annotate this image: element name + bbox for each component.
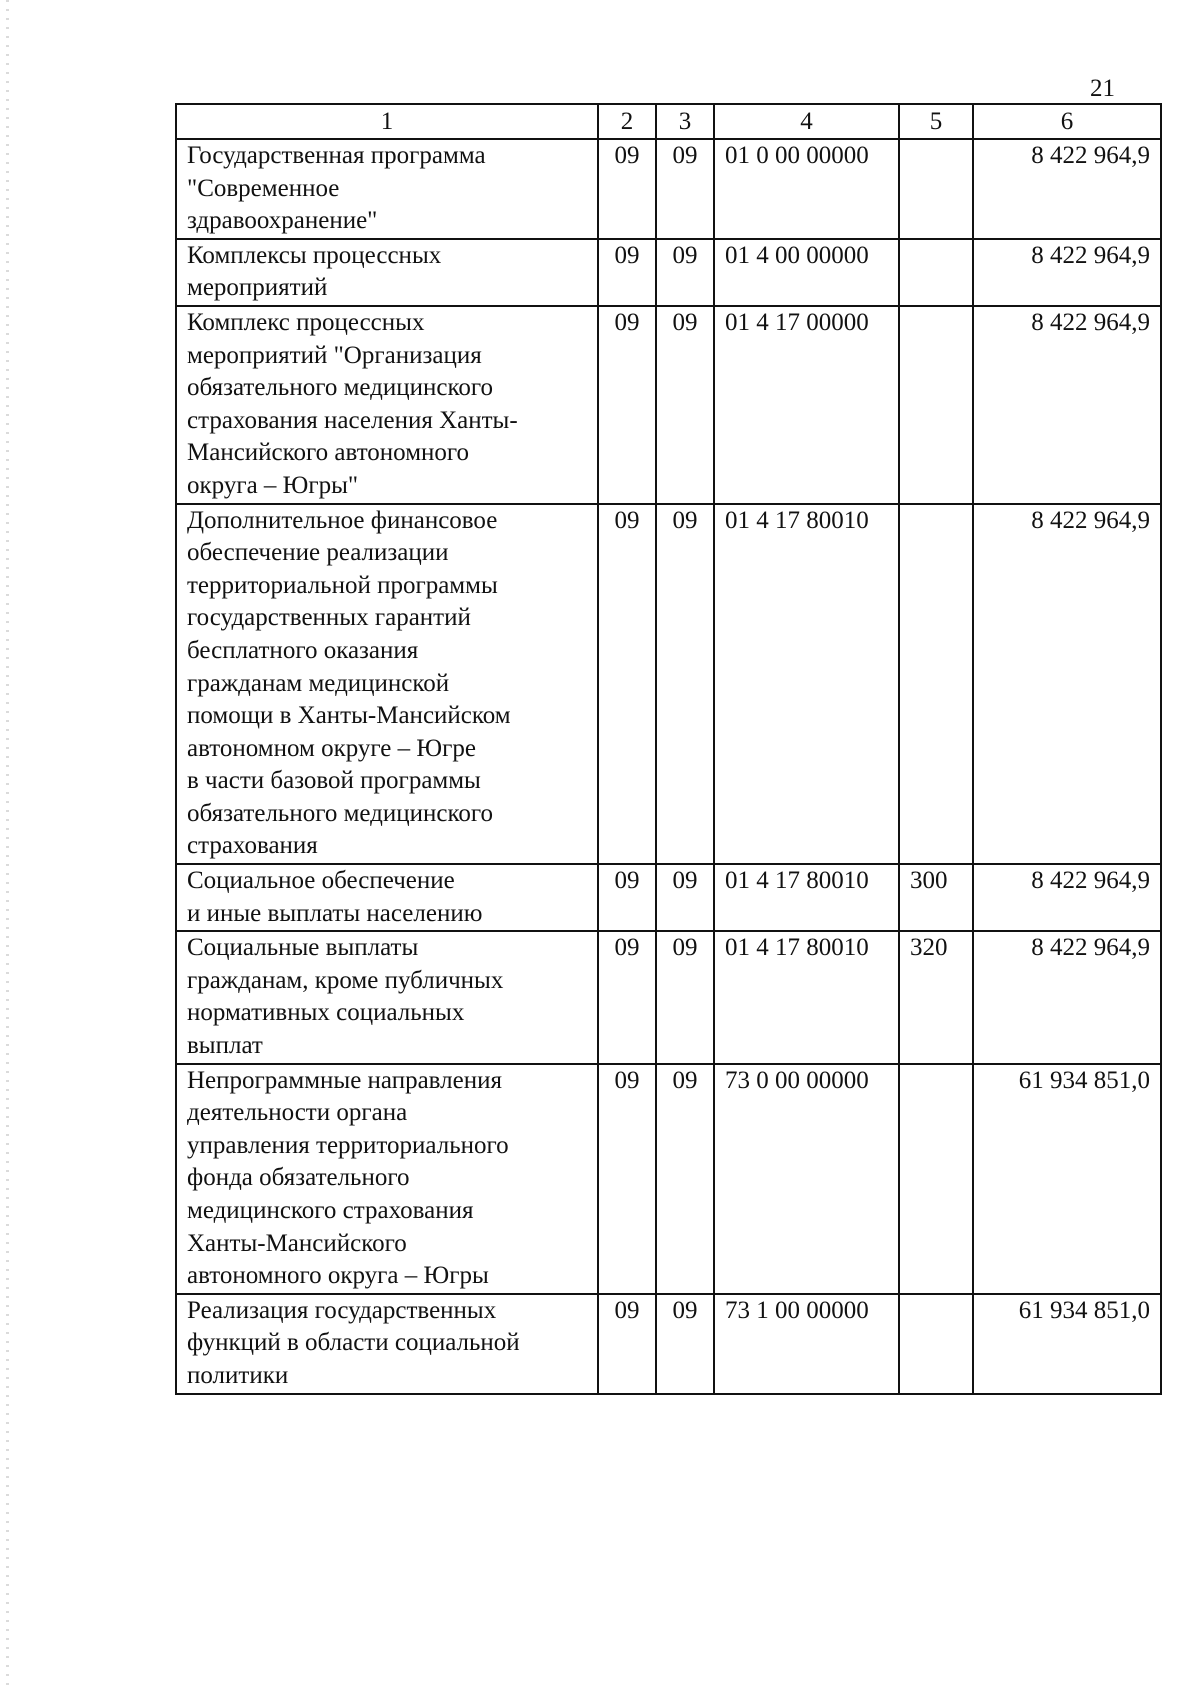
subsection-code-cell: 09 (656, 864, 714, 931)
expense-type-cell: 320 (899, 931, 973, 1063)
subsection-code-cell: 09 (656, 139, 714, 239)
row-name-line: Комплекс процессных (187, 308, 425, 336)
expense-type-cell (899, 1064, 973, 1294)
header-row (176, 104, 1161, 139)
row-name-line: страхования (187, 832, 318, 860)
page-number: 21 (1090, 75, 1115, 102)
row-name-line: мероприятий "Организация (187, 341, 482, 369)
amount-cell: 8 422 964,9 (973, 239, 1161, 306)
row-name-line: Комплексы процессных (187, 241, 442, 269)
subsection-code-cell: 09 (656, 931, 714, 1063)
row-name-line: фонда обязательного (187, 1164, 410, 1192)
row-name-line: функций в области социальной (187, 1329, 520, 1357)
subsection-code-cell: 09 (656, 1064, 714, 1294)
section-code-cell: 09 (598, 864, 656, 931)
row-name-line: мероприятий (187, 274, 328, 302)
subsection-code-cell: 09 (656, 504, 714, 865)
target-article-cell: 01 4 17 80010 (714, 504, 899, 865)
row-name-line: здравоохранение" (187, 207, 378, 235)
subsection-code-cell: 09 (656, 306, 714, 504)
row-name-line: выплат (187, 1032, 263, 1060)
expense-type-cell (899, 504, 973, 865)
amount-cell: 8 422 964,9 (973, 139, 1161, 239)
row-name-line: Социальное обеспечение (187, 867, 455, 895)
target-article-cell: 01 4 17 00000 (714, 306, 899, 504)
table-row (176, 239, 1161, 306)
amount-cell: 8 422 964,9 (973, 306, 1161, 504)
target-article-cell: 01 4 17 80010 (714, 931, 899, 1063)
header-col-1: 1 (176, 104, 598, 139)
expense-type-cell (899, 239, 973, 306)
expense-type-cell (899, 1294, 973, 1394)
target-article-cell: 01 0 00 00000 (714, 139, 899, 239)
section-code-cell: 09 (598, 1064, 656, 1294)
section-code-cell: 09 (598, 1294, 656, 1394)
row-name-line: помощи в Ханты-Мансийском (187, 702, 511, 730)
target-article-cell: 01 4 17 80010 (714, 864, 899, 931)
row-name-line: округа – Югры" (187, 471, 359, 499)
expense-type-cell (899, 306, 973, 504)
row-name-line: деятельности органа (187, 1099, 408, 1127)
row-name-line: Непрограммные направления (187, 1066, 502, 1094)
row-name-line: территориальной программы (187, 571, 498, 599)
amount-cell: 8 422 964,9 (973, 864, 1161, 931)
section-code-cell: 09 (598, 931, 656, 1063)
section-code-cell: 09 (598, 239, 656, 306)
expense-type-cell (899, 139, 973, 239)
expense-type-cell: 300 (899, 864, 973, 931)
subsection-code-cell: 09 (656, 1294, 714, 1394)
row-name-line: управления территориального (187, 1131, 509, 1159)
table-row (176, 931, 1161, 1063)
target-article-cell: 73 0 00 00000 (714, 1064, 899, 1294)
table-row (176, 306, 1161, 504)
header-col-3: 3 (656, 104, 714, 139)
section-code-cell: 09 (598, 139, 656, 239)
scan-edge-artifact (6, 0, 9, 1685)
header-col-4: 4 (714, 104, 899, 139)
table-row (176, 1064, 1161, 1294)
header-col-5: 5 (899, 104, 973, 139)
row-name-line: страхования населения Ханты- (187, 406, 518, 434)
row-name-line: Ханты-Мансийского (187, 1229, 407, 1257)
target-article-cell: 01 4 00 00000 (714, 239, 899, 306)
row-name-cell (176, 931, 598, 1063)
table-header (176, 104, 1161, 139)
row-name-cell (176, 864, 598, 931)
row-name-line: нормативных социальных (187, 999, 465, 1027)
row-name-cell (176, 1294, 598, 1394)
header-col-6: 6 (973, 104, 1161, 139)
table-row (176, 864, 1161, 931)
row-name-line: автономного округа – Югры (187, 1262, 489, 1290)
row-name-line: гражданам медицинской (187, 669, 450, 697)
row-name-line: Мансийского автономного (187, 439, 470, 467)
header-col-2: 2 (598, 104, 656, 139)
row-name-line: автономном округе – Югре (187, 734, 476, 762)
row-name-line: бесплатного оказания (187, 636, 419, 664)
budget-table (175, 103, 1162, 1395)
section-code-cell: 09 (598, 504, 656, 865)
row-name-line: обязательного медицинского (187, 374, 494, 402)
amount-cell: 8 422 964,9 (973, 504, 1161, 865)
row-name-line: политики (187, 1361, 289, 1389)
row-name-line: государственных гарантий (187, 604, 471, 632)
row-name-cell (176, 139, 598, 239)
table-row (176, 1294, 1161, 1394)
amount-cell: 61 934 851,0 (973, 1064, 1161, 1294)
row-name-line: и иные выплаты населению (187, 899, 483, 927)
row-name-line: гражданам, кроме публичных (187, 966, 504, 994)
row-name-line: обеспечение реализации (187, 539, 449, 567)
subsection-code-cell: 09 (656, 239, 714, 306)
row-name-cell (176, 1064, 598, 1294)
row-name-line: в части базовой программы (187, 767, 481, 795)
row-name-line: "Современное (187, 174, 340, 202)
amount-cell: 8 422 964,9 (973, 931, 1161, 1063)
row-name-line: медицинского страхования (187, 1197, 474, 1224)
row-name-cell (176, 504, 598, 865)
table-row (176, 504, 1161, 865)
row-name-line: Дополнительное финансовое (187, 506, 498, 534)
row-name-line: обязательного медицинского (187, 799, 494, 827)
table-body (176, 139, 1161, 1394)
row-name-cell (176, 306, 598, 504)
row-name-line: Государственная программа (187, 142, 486, 169)
row-name-line: Реализация государственных (187, 1296, 497, 1324)
target-article-cell: 73 1 00 00000 (714, 1294, 899, 1394)
row-name-line: Социальные выплаты (187, 934, 419, 962)
amount-cell: 61 934 851,0 (973, 1294, 1161, 1394)
table-row (176, 139, 1161, 239)
section-code-cell: 09 (598, 306, 656, 504)
row-name-cell (176, 239, 598, 306)
